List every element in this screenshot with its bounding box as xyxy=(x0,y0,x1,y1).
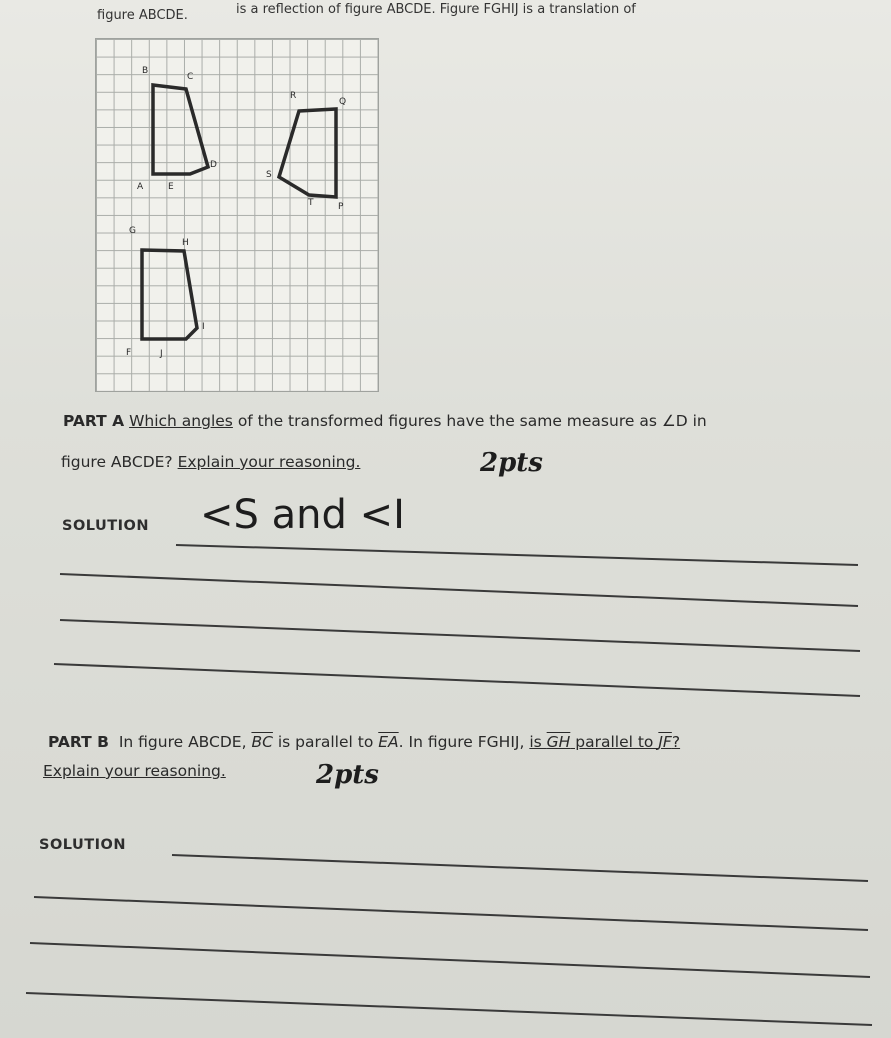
vertex-label-q: Q xyxy=(339,97,347,107)
vertex-label-p: P xyxy=(338,202,344,212)
part-b-text-6: ? xyxy=(671,733,681,751)
vertex-label-b: B xyxy=(142,66,149,76)
part-b-text-4: is xyxy=(529,733,547,751)
vertex-label-e: E xyxy=(168,182,174,192)
part-a-points-handwritten: 2pts xyxy=(480,448,543,478)
vertex-label-d: D xyxy=(210,160,217,170)
vertex-label-h: H xyxy=(182,238,189,248)
part-a-handwritten-answer: <S and <I xyxy=(200,492,405,538)
part-b-text-5: parallel to xyxy=(570,733,659,751)
segment-jf: JF xyxy=(658,733,672,751)
part-a-underlined-phrase: Which angles xyxy=(129,412,233,430)
vertex-label-s: S xyxy=(266,170,272,180)
part-a-label: PART A xyxy=(63,412,125,430)
vertex-label-a: A xyxy=(137,182,144,192)
intro-text-line1: figure ABCDE. xyxy=(97,8,188,23)
part-b-answer-line-1[interactable] xyxy=(172,855,868,881)
part-b-explain: Explain your reasoning. xyxy=(43,762,226,780)
part-b-label: PART B xyxy=(48,733,109,751)
part-b-text-2: is parallel to xyxy=(272,733,379,751)
vertex-label-g: G xyxy=(129,226,136,236)
part-b-answer-line-3[interactable] xyxy=(30,943,870,977)
segment-gh: GH xyxy=(546,733,571,751)
part-a-answer-line-2[interactable] xyxy=(60,574,858,606)
intro-text-line0: is a reflection of figure ABCDE. Figure FGHIJ is a translation of xyxy=(236,2,636,17)
segment-bc: $\overline{BC}$ xyxy=(251,733,273,751)
vertex-label-r: R xyxy=(290,91,297,101)
part-b-answer-line-4[interactable] xyxy=(26,993,872,1025)
vertex-label-i: I xyxy=(202,322,205,332)
part-b-solution-label: SOLUTION xyxy=(39,837,127,853)
part-b-answer-line-2[interactable] xyxy=(34,897,868,930)
part-b-text-1: In figure ABCDE, xyxy=(118,733,252,751)
segment-ea: $\overline{EA}$ xyxy=(378,733,399,751)
part-a-answer-line-1[interactable] xyxy=(176,545,858,565)
part-a-answer-line-3[interactable] xyxy=(60,620,860,651)
vertex-label-c: C xyxy=(187,72,194,82)
vertex-label-t: T xyxy=(308,198,314,208)
part-a-question-figure: figure ABCDE? xyxy=(61,453,178,471)
part-b-text-3: . In figure FGHIJ, xyxy=(398,733,530,751)
vertex-label-f: F xyxy=(126,348,132,358)
part-a-question-text: of the transformed figures have the same measure as ∠D in xyxy=(232,412,707,430)
part-b-points-handwritten: 2pts xyxy=(316,760,379,790)
part-a-solution-label: SOLUTION xyxy=(62,518,150,534)
vertex-label-j: J xyxy=(160,349,163,359)
part-a-explain: Explain your reasoning. xyxy=(177,453,361,471)
part-a-answer-line-4[interactable] xyxy=(54,664,860,696)
